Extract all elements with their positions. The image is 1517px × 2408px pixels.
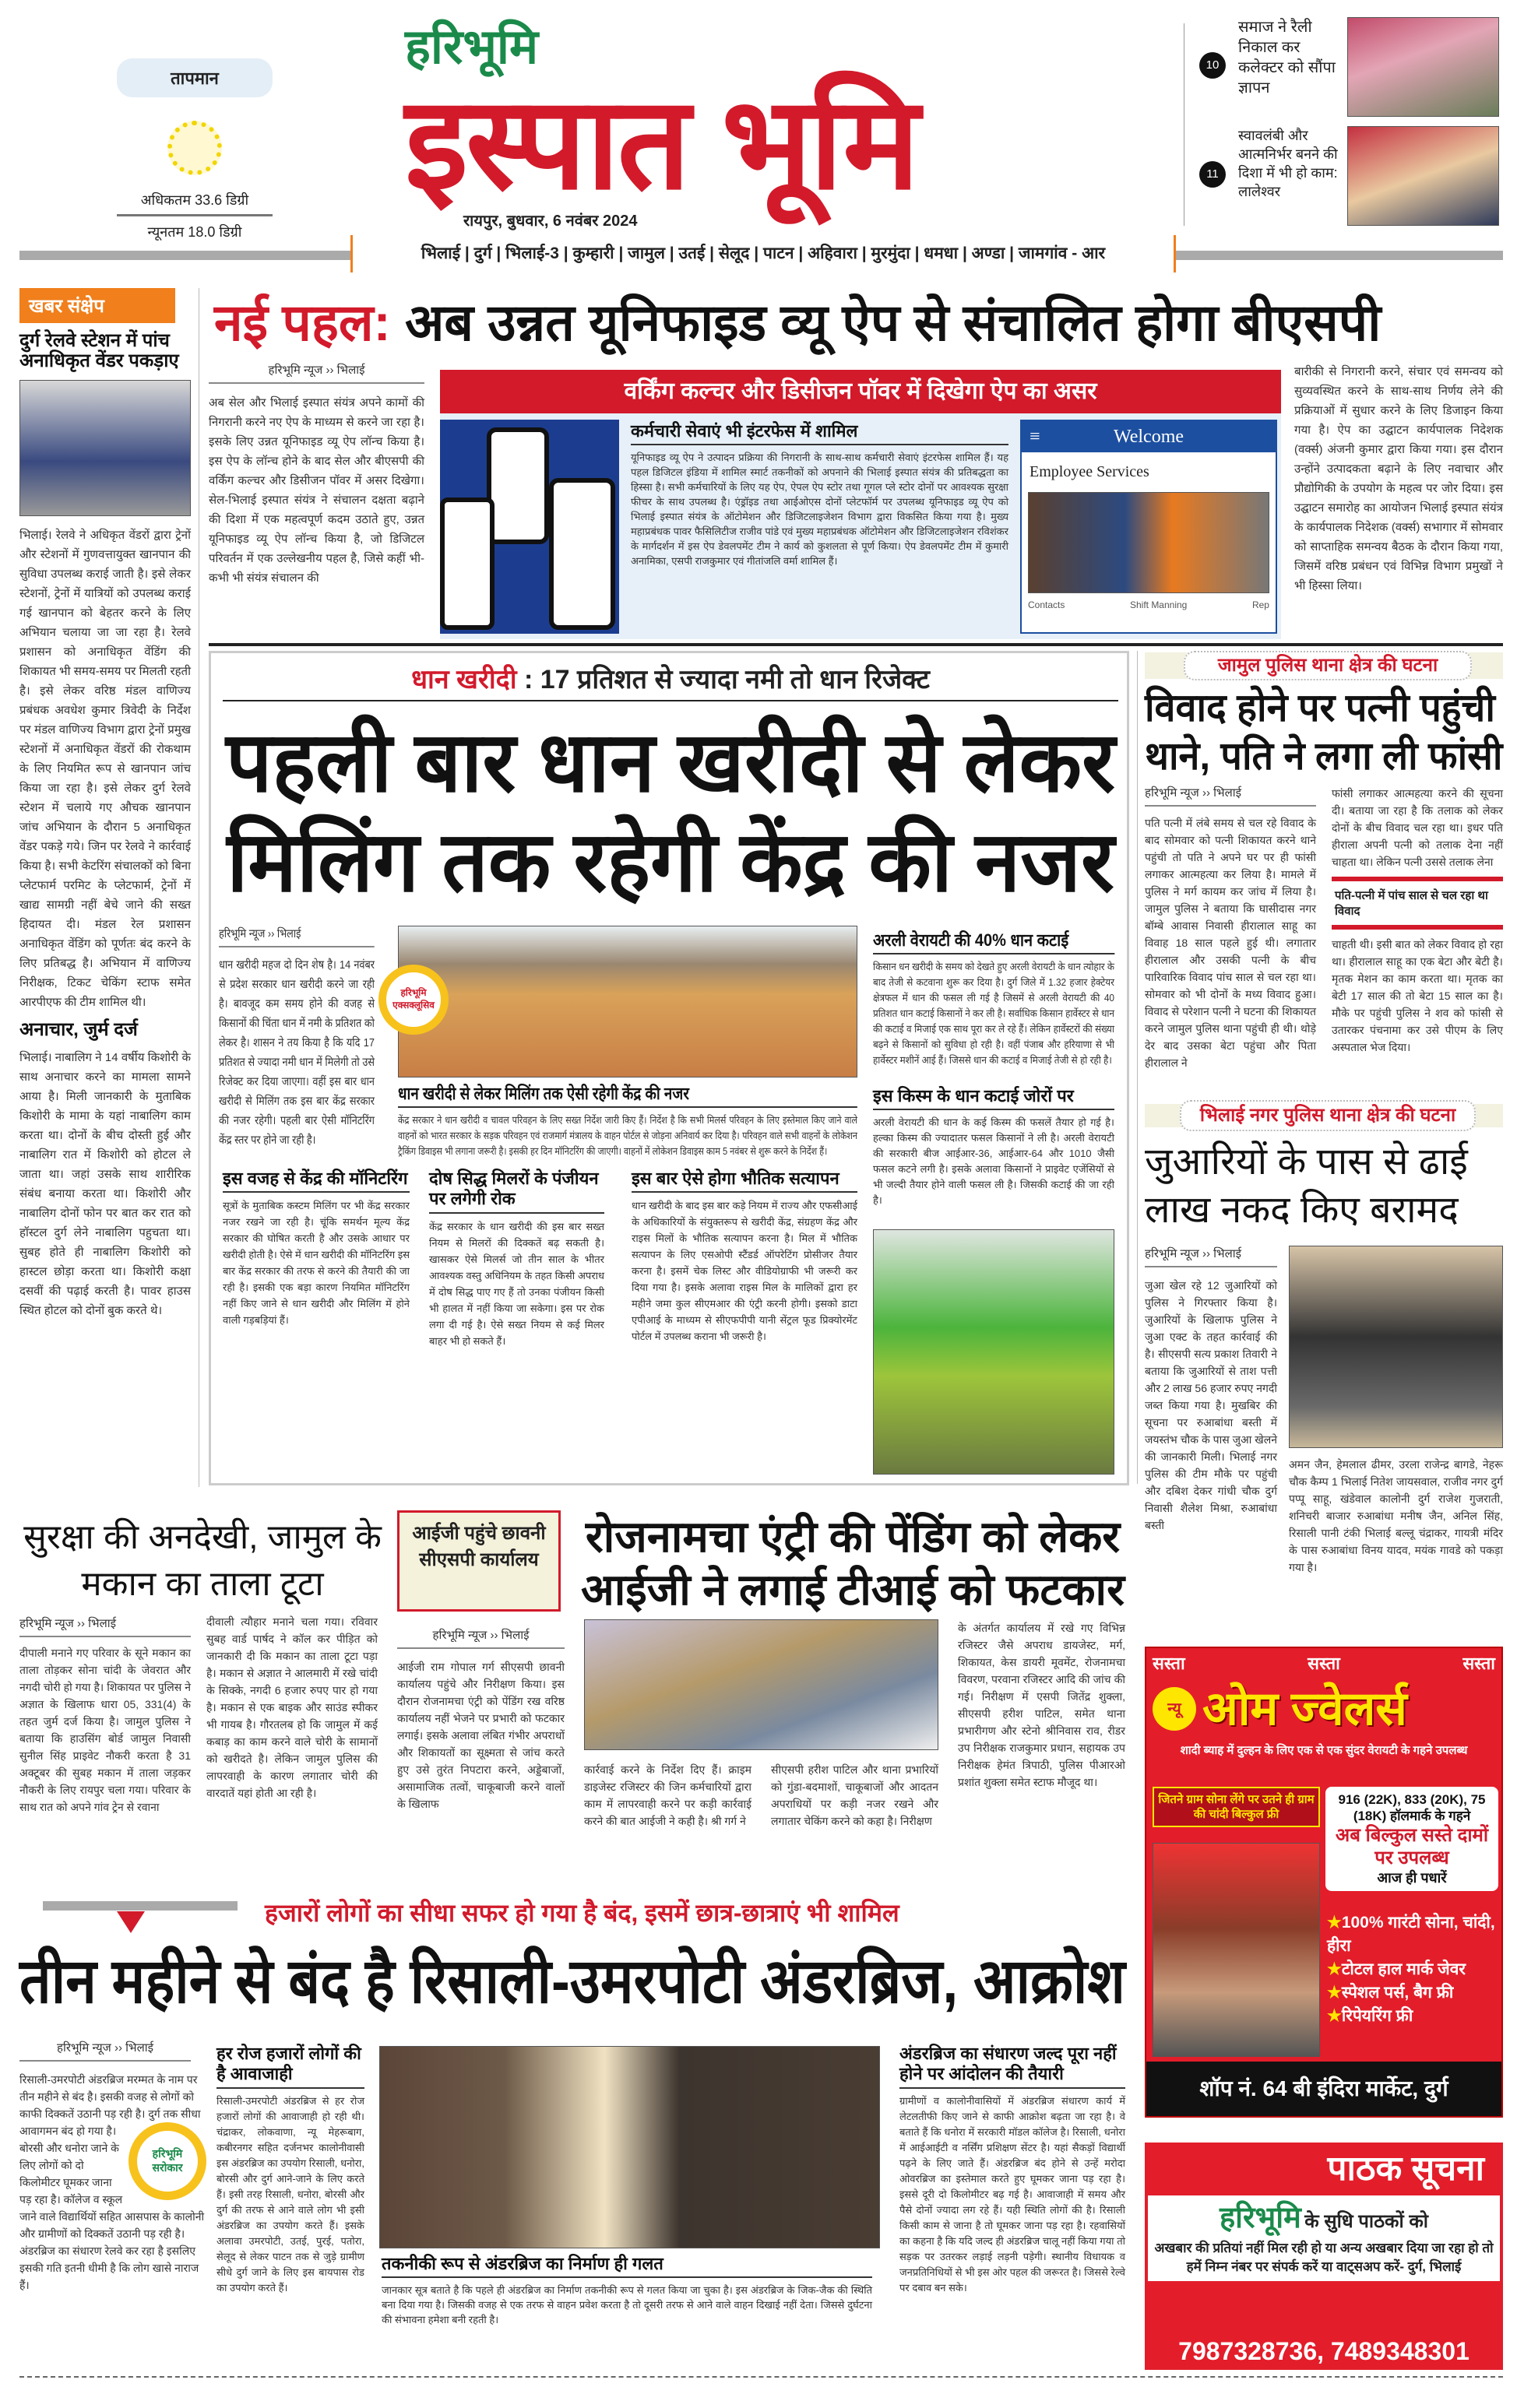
underbridge-sub-1-body: रिसाली-उमरपोटी अंडरब्रिज से हर रोज हजारों लोगों की आवाजाही हो रही थी। चंद्राकर, लोकवाणा, न्यू मेहरूबाग, कबीरनगर सहित दर्जनभर कालोनीवासी इस अंडरब्रिज का उपयोग रिसाली, धनोरा, बोरसी और दुर्ग आने-जाने के लिए करते हैं। इसी तरह रिसाली, धनोरा, बोरसी और दुर्ग की तरफ से आने वाले लोग भी इसी अंडरब्रिज का उपयोग करते हैं। इसके अलावा उमरपोटी, उतई, पुरई, पतोरा, सेलूद से लेकर पाटन तक से जुड़े ग्रामीण सीधे दुर्ग जाने के लिए इस बायपास रोड का उपयोग करते हैं।	[216, 2094, 364, 2294]
jamul-kicker: जामुल पुलिस थाना क्षेत्र की घटना	[1184, 651, 1472, 680]
byline: हरिभूमि न्यूज ›› भिलाई	[19, 1615, 191, 1637]
paddy-sub-5-block	[429, 1169, 604, 1349]
lead-body: अब सेल और भिलाई इस्पात संयंत्र अपने कामों की निगरानी करने नए ऐप के माध्यम से करने जा रहा है। इसके लिए उन्नत यूनिफाइड व्यू ऐप लॉन्च किया है। इस ऐप के लॉन्च होने के बाद सेल और बीएसपी की वर्किंग कल्चर और डिसीजन पॉवर में असर दिखेगा। सेल-भिलाई इस्पात संयंत्र ने संचालन दक्षता बढ़ाने की दिशा में एक महत्वपूर्ण कदम उठाते हुए, उन्नत यूनिफाइड व्यू ऐप लॉन्च किया है, जो डिजिटल परिवर्तन में एक उल्लेखनीय पहल है, जिसे कहीं भी-कभी भी संयंत्र संचालन की	[209, 396, 424, 585]
jamul-body: पति पत्नी में लंबे समय से चल रहे विवाद के बाद सोमवार को पत्नी शिकायत करने थाने पहुंची तो पति ने अपने घर पर ही फांसी लगाकर आत्महत्या कर लिया है। मामले में पुलिस ने मर्ग कायम कर जांच में लिया है। जामुल पुलिस ने बताया कि घासीदास नगर बॉम्बे आवास निवासी हीरालाल साहू का विवाह 18 साल पहले हुई थी। लगातार हीरालाल और उसकी पत्नी के बीच पारिवारिक विवाद पांच साल से चल रहा था। सोमवार को भी दोनों के मध्य विवाद हुआ। विवाद से परेशान पत्नी ने घटना की शिकायत करने जामुल पुलिस थाना पहुंची ही थी। थोड़े देर बाद उसका बेटा पहुंचा और पिता हीरालाल ने	[1145, 817, 1316, 1069]
paddy-sub-1-block	[398, 1084, 857, 1159]
gamblers-kicker: भिलाई नगर पुलिस थाना क्षेत्र की घटना	[1180, 1100, 1476, 1131]
box-body: यूनिफाइड व्यू ऐप ने उत्पादन प्रक्रिया की निगरानी के साथ-साथ कर्मचारी सेवाएं इंटरफेस शामिल हैं। यह पहल डिजिटल इंडिया में शामिल स्मार्ट तकनीकों को अपनाने की भिलाई इस्पात संयंत्र की प्रतिबद्धता का हिस्सा है। सभी कर्मचारियों के लिए यह ऐप, ऐपल ऐप स्टोर तथा गूगल प्ले स्टोर दोनों पर आवश्यक सुरक्षा फीचर के साथ उपलब्ध है। एंड्रॉइड तथा आईओएस दोनों प्लेटफॉर्म पर उपलब्ध यूनिफाइड व्यू ऐप को भिलाई इस्पात संयंत्र के ऑटोमेशन और डिजिटलाइजेशन विभाग द्वारा विकसित किया गया है। मुख्य महाप्रबंधक पावर फैसिलिटीज राजीव पांडे एवं मुख्य महाप्रबंधक ऑटोमेशन और डिजिटलाइजेशन रविशंकर के मार्गदर्शन में इस ऐप डेवलपमेंट टीम ने कार्य को कुशलता से पूर्ण किया। ऐप डेवलपमेंट टीम में कुमारी अनामिका, एसपी राजकुमार एवं गीतांजलि वर्मा शामिल हैं।	[631, 452, 1008, 568]
underbridge-sub-1: हर रोज हजारों लोगों की है आवाजाही	[216, 2044, 364, 2089]
teaser-2[interactable]	[1199, 126, 1503, 231]
byline: हरिभूमि न्यूज ›› भिलाई	[397, 1627, 565, 1649]
brand-logo: हरिभूमि	[405, 20, 539, 74]
app-header	[1022, 421, 1276, 452]
ig-body-4: के अंतर्गत कार्यालय में रखे गए विभिन्न रजिस्टर जैसे अपराध डायजेस्ट, मर्ग, शिकायत, केस डायरी मूवमेंट, रोजनामचा विवरण, परवाना रजिस्टर आदि की जांच की गई। निरीक्षण में एसपी जितेंद्र शुक्ला, सीएसपी हरीश पाटिल, समेत थाना प्रभारीगण और स्टेनो श्रीनिवास राव, रीडर उप निरीक्षक राजकुमार प्रधान, सहायक उप निरीक्षक हेमंत त्रिपाठी, पुलिस पीआरओ प्रशांत शुक्ला समेत स्टाफ मौजूद था।	[958, 1622, 1125, 1788]
paddy-sub-2-body: किसान धन खरीदी के समय को देखते हुए अरली वेरायटी के धान त्योहार के बाद तेजी से कटवाना शुरू कर दिया है। दुर्ग जिले में 1.32 हजार हेक्टेयर क्षेत्रफल में धान की फसल ली गई है जिसमें से अरली वेरायटी की 40 प्रतिशत धान कटाई किसानों ने कर ली है। सर्वाधिक किसान हार्वेस्टर से धान की कटाई व मिजाई एक साथ पूरा कर ले रहे हैं। लेकिन हार्वेस्टरों की संख्या बढ़ने से किसानों को सुविधा हो रही है। वहीं पंजाब और हरियाणा से भी हार्वेस्टर मशीनें आई हैं। जिससे धान की कटाई व मिजाई तेजी से हो रही है।	[873, 961, 1114, 1067]
paddy-sub-4: इस वजह से केंद्र की मॉनिटरिंग	[223, 1169, 410, 1193]
page-number-badge: 11	[1199, 161, 1226, 188]
underbridge-sub-2-block	[382, 2254, 872, 2327]
notice-brand: हरिभूमि	[1219, 2202, 1301, 2234]
kicker-text: : 17 प्रतिशत से ज्यादा नमी तो धान रिजेक्ट	[523, 665, 930, 694]
underbridge-photo	[379, 2046, 880, 2248]
pull-quote: पति-पत्नी में पांच साल से चल रहा था विवाद	[1332, 877, 1503, 930]
jamul-left-column	[1145, 785, 1316, 1071]
notice-title: पाठक सूचना	[1327, 2150, 1484, 2188]
ig-body-3: सीएसपी हरीश पाटिल और थाना प्रभारियों को गुंडा-बदमाशों, चाकूबाजों और आदतन अपराधियों पर कड़ी नजर रखने और लगातार चेकिंग करने को कहा है। निरीक्षण	[771, 1763, 938, 1827]
jamul-right-column	[1332, 785, 1503, 1056]
gamblers-photo	[1289, 1246, 1503, 1448]
paddy-sub-3: इस किस्म के धान कटाई जोरों पर	[873, 1086, 1114, 1110]
ad-point: ★टोटल हाल मार्क जेवर	[1327, 1960, 1466, 1978]
notice-white-box	[1148, 2195, 1500, 2281]
paddy-sub-4-block	[223, 1169, 410, 1328]
teaser-text: समाज ने रैली निकाल कर कलेक्टर को सौंपा ज्ञापन	[1238, 19, 1336, 97]
ad-tagline: शादी ब्याह में दुल्हन के लिए एक से एक सुंदर वेरायटी के गहने उपलब्ध	[1180, 1744, 1468, 1757]
page-number-badge: 10	[1199, 52, 1226, 79]
notice-line2: अखबार की प्रतियां नहीं मिल रही हो या अन्य अखबार दिया जा रहा हो तो हमें निम्न नंबर पर संपर्क करें या वाट्सअप करें- दुर्ग, भिलाई	[1154, 2241, 1494, 2274]
ad-points	[1327, 1911, 1498, 2028]
ig-box: आईजी पहुंचे छावनी सीएसपी कार्यालय	[397, 1510, 561, 1612]
weather-box	[117, 58, 273, 240]
exclusive-logo: हरिभूमि एक्सक्लूसिव	[378, 965, 449, 1035]
underbridge-sub-1-block	[216, 2044, 364, 2296]
tab-rep[interactable]: Rep	[1251, 599, 1269, 610]
om-jewellers-ad[interactable]	[1145, 1647, 1503, 2118]
sarokar-logo: हरिभूमि सरोकार	[128, 2122, 206, 2200]
paddy-sub-3-block	[873, 1086, 1114, 1208]
theft-headline: सुरक्षा की अनदेखी, जामुल के मकान का ताला टूटा	[23, 1518, 382, 1603]
services-photo	[1028, 492, 1269, 593]
ad-visit: आज ही पधारें	[1377, 1870, 1447, 1886]
ad-point: ★स्पेशल पर्स, बैग फ्री	[1327, 1984, 1454, 2002]
theft-body-2: दीवाली त्यौहार मनाने चला गया। रविवार सुबह वार्ड पार्षद ने कॉल कर पीड़ित को जानकारी दी कि मकान का ताला टूटा पड़ा है। मकान से अज्ञात ने आलमारी में रखे चांदी के सिक्के, नगदी 6 हजार रुपए पार हो गया है। मकान से एक बाइक और साउंड स्पीकर भी गायब है। गौरतलब हो कि जामुल में कई कबाड़ का काम करने वाले चोरी के सामानों को खरीदते है। लेकिन जामुल पुलिस की लापरवाही के कारण लगातार चोरी की वारदातें यहां होती आ रही है।	[206, 1615, 378, 1799]
lead-banner: वर्किंग कल्चर और डिसीजन पॉवर में दिखेगा ऐप का असर	[440, 370, 1281, 413]
ad-offer: जितने ग्राम सोना लेंगे पर उतने ही ग्राम की चांदी बिल्कुल फ्री	[1153, 1787, 1320, 1827]
reader-notice[interactable]	[1145, 2143, 1503, 2370]
ad-cheap: अब बिल्कुल सस्ते दामों पर उपलब्ध	[1335, 1825, 1489, 1868]
paddy-sub-6: इस बार ऐसे होगा भौतिक सत्यापन	[632, 1169, 857, 1193]
masthead-title: इस्पात भूमि	[405, 72, 917, 215]
byline: हरिभूमि न्यूज ›› भिलाई	[219, 926, 375, 947]
showroom-photo	[1153, 1843, 1320, 2057]
paddy-headline: पहली बार धान खरीदी से लेकर मिलिंग तक रहेगी केंद्र की नजर	[226, 715, 1115, 909]
brief-column	[19, 288, 191, 1320]
box-title: कर्मचारी सेवाएं भी इंटरफेस में शामिल	[631, 421, 1008, 445]
underbridge-sub-2-body: जानकार सूत्र बताते है कि पहले ही अंडरब्रिज का निर्माण तकनीकी रूप से गलत किया जा चुका है। इस अंडरब्रिज के जिक-जैक की स्थिति बना दिया गया है। जिसकी वजह से एक तरफ से वाहन प्रवेश करता है तो दूसरी तरफ से आने वाले वाहन दिखाई नहीं देता। जिससे दुर्घटना की संभावना हमेशा बनी रहती है।	[382, 2284, 872, 2326]
lead-body-right: बारीकी से निगरानी करने, संचार एवं समन्वय को सुव्यवस्थित करने के साथ-साथ निर्णय लेने की प्रक्रियाओं में सुधार करने के लिए डिजाइन किया गया है। ऐप का उद्घाटन कार्यपालक निदेशक (वर्क्स) अंजनी कुमार द्वारा किया गया। इस दौरान उन्होंने उत्पादकता बढ़ाने के लिए नवाचार और प्रौद्योगिकी के उपयोग के महत्व पर जोर दिया। इस उद्घाटन समारोह का आयोजन भिलाई इस्पात संयंत्र के कार्यपालक निदेशक (वर्क्स) सभागार में सोमवार को साप्ताहिक समन्वय बैठक के दौरान किया गया, जिसमें वरिष्ठ प्रबंधन एवं विभिन्न विभाग प्रमुखों ने भी हिस्सा लिया।	[1294, 365, 1503, 592]
paddy-sub-6-block	[632, 1169, 857, 1345]
underbridge-headline: तीन महीने से बंद है रिसाली-उमरपोटी अंडरब्रिज, आक्रोश	[19, 1946, 1125, 2016]
paddy-sub-1: धान खरीदी से लेकर मिलिंग तक ऐसी रहेगी केंद्र की नजर	[398, 1084, 857, 1108]
byline: हरिभूमि न्यूज ›› भिलाई	[19, 2040, 191, 2062]
app-info-box	[440, 413, 1281, 639]
notice-phones: 7987328736, 7489348301	[1178, 2337, 1469, 2365]
paddy-left-column	[219, 926, 375, 1150]
gamblers-body: जुआ खेल रहे 12 जुआरियों को पुलिस ने गिरफ्तार किया है। जुआरियों के खिलाफ पुलिस ने जुआ एक्ट के तहत कार्रवाई की है। सीएसपी सत्य प्रकाश तिवारी ने बताया कि जुआरियों से ताश पत्ती और 2 लाख 56 हजार रुपए नगदी जब्त किया गया है। मुखबिर की सूचना पर रुआबांधा बस्ती में जयस्तंभ चौक के पास जुआ खेलने की जानकारी मिली। भिलाई नगर पुलिस की टीम मौके पर पहुंची और दबिश देकर गांधी चौक दुर्ग निवासी शैलेश मिश्रा, रुआबांधा बस्ती	[1145, 1279, 1277, 1531]
box-text	[631, 421, 1008, 568]
paddy-kicker	[223, 663, 1118, 701]
byline: हरिभूमि न्यूज ›› भिलाई	[1145, 1246, 1277, 1267]
paddy-story	[209, 651, 1129, 1485]
lead-left-column	[209, 362, 424, 588]
gamblers-body-2: अमन जैन, हेमलाल ढीमर, उरला राजेन्द्र बागडे, नेहरू चौक कैम्प 1 भिलाई नितेश जायसवाल, राजीव नगर दुर्ग पप्पू साहू, खंडेवाल कालोनी दुर्ग राजेश गुजराती, शनिचरी बाजार रुआबांधा मनीष जैन, अनिल सिंह, रिसाली पानी टंकी भिलाई बल्लू चंद्राकर, गायत्री मंदिर के पास रुआबांधा विनय यादव, मयंक गावडे को पकड़ा गया है।	[1289, 1458, 1503, 1573]
brief-label: खबर संक्षेप	[19, 288, 175, 323]
ad-tag: सस्ता	[1308, 1654, 1340, 1673]
brief-body-2: भिलाई। नाबालिग ने 14 वर्षीय किशोरी के साथ अनाचार करने का मामला सामने आया है। मिली जानकारी के मुताबिक किशोरी के मामा के यहां नाबालिग काम करता था। दोनों के बीच दोस्ती हुई और नाबालिग रात में किशोरी को होटल ले जाता था। जहां उसके साथ शारीरिक संबंध बनाया करता था। किशोरी और नाबालिग दोनों फोन पर बात कर रात को हॉस्टल दुर्ग लेने नाबालिग पहुचता था। सुबह होते ही नाबालिग किशोरी को हास्टल छोड़ा करता था। किशोरी कक्षा दसवीं की पढ़ाई करती है। पावर हाउस स्थित होटल को दोनों बुक करते थे।	[19, 1051, 191, 1318]
jamul-body-2: फांसी लगाकर आत्महत्या करने की सूचना दी। बताया जा रहा है कि तलाक को लेकर दोनों के बीच विवाद चल रहा था। इधर पति हीराला अपनी पत्नी को तलाक देना नहीं चाहता था। लेकिन पत्नी उससे तलाक लेना	[1332, 787, 1503, 868]
lead-headline	[214, 290, 1503, 355]
gamblers-headline: जुआरियों के पास से ढाई लाख नकद किए बरामद	[1145, 1141, 1468, 1231]
brief-body: भिलाई। रेलवे ने अधिकृत वेंडरों द्वारा ट्रेनों और स्टेशनों में गुणवत्तायुक्त खानपान की सुविधा उपलब्ध कराई जाती है। इसे लेकर स्टेशनों, ट्रेनों में यात्रियों को उपलब्ध कराई गई खानपान को बेहतर करने के लिए अभियान चलाया जा जा रहा है। रेलवे प्रशासन को अनाधिकृत वेंडिंग की शिकायत भी समय-समय पर मिलती रहती है। इसे लेकर वरिष्ठ मंडल वाणिज्य प्रबंधक अवधेश कुमार त्रिवेदी के निर्देश पर मंडल वाणिज्य विभाग द्वारा ट्रेनों प्रमुख स्टेशनों में अनाधिकृत वेंडरों की रोकथाम के लिए नियमित रूप से खानपान जांच किया जा रहा है। इसे लेकर दुर्ग रेलवे स्टेशन में चलाये गए औचक खानपान जांच अभियान के दौरान 5 अनाधिकृत वेंडर पकड़े गये। जिन पर रेलवे ने कार्रवाई किया है। सभी केटरिंग संचालकों को बिना प्लेटफार्म परमिट के प्लेटफार्म, ट्रेनों में खाद्य सामग्री नहीं बेचे जाने की सख्त हिदायत दी। मंडल रेल प्रशासन अनाधिकृत वेंडिंग को पूर्णतः बंद करने के लिए प्रतिबद्ध है। अभियान में वाणिज्य निरीक्षक, टिकट चेकिंग स्टाफ समेत आरपीएफ की टीम शामिल थी।	[19, 528, 191, 1009]
underbridge-sub-3-body: ग्रामीणों व कालोनीवासियों में अंडरब्रिज संधारण कार्य में लेटलतीफी किए जाने से काफी आक्रोश बढ़ता जा रहा है। वे बताते हैं कि धनोरा में सरकारी मॉडल कॉलेज है। रिसाली, धनोरा में आईआईटी व नर्सिंग प्रशिक्षण सेंटर है। यहां सैकड़ों विद्यार्थी पढ़ने के लिए जाते हैं। अंडरब्रिज बंद होने से उन्हें मरोदा ओवरब्रिज का इस्तेमाल करते हुए घूमकर जाना पड़ रहा है। इससे दूरी दो किलोमीटर बढ़ गई है। आवाजाही में समय और पैसे दोनों ज्यादा लग रहे हैं। यही स्थिति लोगों की है। रिसाली किसी काम से जाना है तो घूमकर जाना पड़ रहा है। रहवासियों का कहना है कि यदि जल्द ही अंडरब्रिज चालू नहीं किया गया तो सड़क पर उतरकर लड़ाई लड़नी पड़ेगी। स्थानीय विधायक व जनप्रतिनिधियों से भी इस ओर पहल की जरूरत है। जिससे रेल्वे पर दबाव बन सके।	[899, 2094, 1125, 2294]
paddy-sub-1-body: केंद्र सरकार ने धान खरीदी व चावल परिवहन के लिए सख्त निर्देश जारी किए हैं। निर्देश है कि सभी मिलर्स परिवहन के लिए इस्तेमाल किए जाने वाले वाहनों को भारत सरकार के सड़क परिवहन एवं राजमार्ग मंत्रालय के वाहन पोर्टल से जोड़ना अनिवार्य कर दिया है। परिवहन वाले सभी वाहनों के लोकेशन ट्रैकिंग डिवाइस भी लगाना जरूरी है। इसकी हर दिन मॉनिटरिंग की जाएगी। वाहनों में लोकेशन डिवाइस काम 5 नवंबर से शुरू करने के निर्देश हैं।	[398, 1114, 857, 1158]
tab-contacts[interactable]: Contacts	[1028, 599, 1065, 610]
ad-purity: 916 (22K), 833 (20K), 75 (18K) हॉलमार्क के गहने	[1338, 1792, 1486, 1823]
max-temp: अधिकतम 33.6 डिग्री	[117, 191, 273, 216]
paddy-photo	[398, 926, 857, 1077]
phone-screenshots	[440, 420, 619, 634]
underbridge-sub-3-block	[899, 2044, 1125, 2296]
paddy-body: धान खरीदी महज दो दिन शेष है। 14 नवंबर से प्रदेश सरकार धान खरीदी करने जा रही है। बावजूद कम समय होने की वजह से किसानों की चिंता धान में नमी के प्रतिशत को लेकर है। शासन ने तय किया है कि यदि 17 प्रतिशत से ज्यादा नमी धान में मिलेगी तो उसे रिजेक्ट कर दिया जाएगा। वहीं इस बार धान खरीदी से मिलिंग तक इस बार केंद्र सरकार की नजर रहेगी। पहली बार ऐसी मॉनिटरिंग केंद्र स्तर पर होने जा रही है।	[219, 958, 375, 1147]
city-strip: भिलाई | दुर्ग | भिलाई-3 | कुम्हारी | जामुल | उतई | सेलूद | पाटन | अहिवारा | मुरमुंदा | धमधा | अण्डा | जामगांव - आर	[421, 244, 1106, 262]
services-title: Employee Services	[1030, 463, 1149, 480]
lead-title: अब उन्नत यूनिफाइड व्यू ऐप से संचालित होगा बीएसपी	[404, 294, 1381, 351]
ad-point: ★100% गारंटी सोना, चांदी, हीरा	[1327, 1914, 1495, 1955]
ad-price-box	[1325, 1787, 1498, 1891]
phone-mockup	[549, 478, 615, 630]
menu-icon[interactable]: ≡	[1030, 427, 1040, 447]
paddy-sub-3-body: अरली वेरायटी की धान के कई किस्म की फसलें तैयार हो गई है। हल्का किस्म की ज्यादातर फसल किसानों ने ली है। अरली वेरायटी की सरकारी बीज आईआर-36, आईआर-64 और 1010 जैसी फसल कटने लगी है। इसके अलावा किसानों ने प्राइवेट एजेंसियों से भी जल्दी तैयार होने वाली फसल ली है। जिसकी कटाई की जा रही है।	[873, 1116, 1114, 1207]
jamul-headline: विवाद होने पर पत्नी पहुंची थाने, पति ने लगा ली फांसी	[1145, 686, 1503, 778]
underbridge-left-column	[19, 2071, 206, 2294]
notice-line1: के सुधि पाठकों को	[1304, 2211, 1429, 2232]
ig-body-2: कार्रवाई करने के निर्देश दिए हैं। क्राइम डाइजेस्ट रजिस्टर की जिन कर्मचारियों द्वारा काम में लापरवाही करने पर कड़ी कार्रवाई करने की बात आईजी ने कही है। श्री गर्ग ने	[584, 1763, 751, 1827]
brief-headline: दुर्ग रेलवे स्टेशन में पांच अनाधिकृत वेंडर पकड़ाए	[19, 330, 179, 372]
ad-shop-address: शॉप नं. 64 बी इंदिरा मार्केट, दुर्ग	[1199, 2076, 1448, 2100]
underbridge-kicker: हजारों लोगों का सीधा सफर हो गया है बंद, इसमें छात्र-छात्राएं भी शामिल	[265, 1899, 899, 1927]
byline: हरिभूमि न्यूज ›› भिलाई	[209, 362, 424, 384]
ig-body: आईजी राम गोपाल गर्ग सीएसपी छावनी कार्यालय पहुंचे और निरीक्षण किया। इस दौरान रोजनामचा एंट्री को पेंडिंग रख वरिष्ठ कार्यालय नहीं भेजने पर प्रभारी को फटकार लगाई। इसके अलावा लंबित गंभीर अपराधों और शिकायतों का सूक्ष्मता से जांच करते हुए उसे तुरंत निपटारा करने, अड्डेबाजों, असामाजिक तत्वों, चाकूबाजी करने वालों के खिलाफ	[397, 1661, 565, 1810]
phone-mockup	[487, 427, 549, 544]
ig-photo	[584, 1619, 938, 1750]
underbridge-sub-2: तकनीकी रूप से अंडरब्रिज का निर्माण ही गलत	[382, 2254, 872, 2278]
ad-tag: सस्ता	[1153, 1654, 1185, 1673]
teaser-photo	[1347, 126, 1499, 226]
kicker-red: धान खरीदी	[411, 665, 517, 694]
chevron-down-icon	[117, 1911, 145, 1933]
phone-mockup	[440, 497, 495, 630]
ad-brand: ओम ज्वेलर्स	[1202, 1682, 1407, 1735]
paddy-sub-5: दोष सिद्ध मिलरों के पंजीयन पर लगेगी रोक	[429, 1169, 604, 1214]
paddy-sub-2: अरली वेरायटी की 40% धान कटाई	[873, 930, 1114, 954]
jamul-body-3: चाहती थी। इसी बात को लेकर विवाद हो रहा था। हीरालाल साहू का एक बेटा और बेटी है। मृतक मेशन का काम करता था। मृतक का बेटी 17 साल की तो बेटा 15 साल का है। मौके पर पहुंची पुलिस ने शव को फांसी से उतारकर पंचनामा कर उसे पीएम के लिए अस्पताल भेज दिया।	[1332, 938, 1503, 1053]
brief-headline-2: अनाचार, जुर्म दर्ज	[19, 1018, 138, 1040]
sun-icon	[167, 121, 222, 175]
harvester-photo	[873, 1229, 1114, 1475]
ad-tag: सस्ता	[1462, 1654, 1495, 1673]
new-badge: न्यू	[1153, 1687, 1196, 1731]
underbridge-sub-3: अंडरब्रिज का संधारण जल्द पूरा नहीं होने पर आंदोलन की तैयारी	[899, 2044, 1125, 2089]
brief-photo	[19, 380, 191, 516]
byline: हरिभूमि न्यूज ›› भिलाई	[1145, 785, 1316, 807]
dateline: रायपुर, बुधवार, 6 नवंबर 2024	[463, 213, 638, 230]
teaser-text: स्वावलंबी और आत्मनिर्भर बनने की दिशा में भी हो काम: लालेश्वर	[1238, 128, 1338, 199]
welcome-text: Welcome	[1113, 427, 1184, 447]
ig-headline: रोजनामचा एंट्री की पेंडिंग को लेकर आईजी ने लगाई टीआई को फटकार	[581, 1512, 1125, 1614]
weather-label: तापमान	[117, 58, 273, 97]
ad-point: ★रिपेयरिंग फ्री	[1327, 2007, 1413, 2025]
paddy-sub-6-body: धान खरीदी के बाद इस बार कड़े नियम में राज्य और एफसीआई के अधिकारियों के संयुक्तरूप से खरीदी केंद्र, संग्रहण केंद्र और राइस मिलों के भौतिक सत्यापन करना है। मिल में भौतिक सत्यापन के लिए एसओपी स्टैंडर्ड ऑपरेटिंग प्रोसीजर तैयार करना है। इसमें चेक लिस्ट और वीडियोग्राफी भी जरूरी कर दिया गया है। इसके अलावा राइस मिल के मालिकों द्वारा हर महीने जमा कुल सीएमआर की एंट्री करनी होगी। इसको डाटा एपीआई के माध्यम से सीएफपीपी यानी सेंट्रल फूड प्रिक्योरमेंट पोर्टल में उपलब्ध कराना भी जरूरी है।	[632, 1200, 857, 1343]
app-screen	[1020, 420, 1277, 634]
min-temp: न्यूनतम 18.0 डिग्री	[147, 224, 242, 240]
teaser-photo	[1347, 17, 1499, 117]
paddy-sub-2-block	[873, 930, 1114, 1068]
teaser-1[interactable]	[1199, 17, 1503, 122]
underbridge-body: रिसाली-उमरपोटी अंडरब्रिज मरम्मत के नाम पर तीन महीने से बंद है। इसकी वजह से लोगों को काफी दिक्कतें उठानी पड़ रही है। दुर्ग तक सीधा आवागमन बंद हो गया है। बोरसी और धनोरा जाने के लिए लोगों को दो किलोमीटर घूमकर जाना पड़ रहा है। कॉलेज व स्कूल जाने वाले विद्यार्थियों सहित आसपास के कालोनी और ग्रामीणों को दिक्कतें उठानी पड़ रही है। अंडरब्रिज का संधारण रेलवे कर रहा है इसलिए इसकी गति इतनी धीमी है कि लोग खासे नाराज हैं।	[19, 2073, 205, 2291]
lead-kicker: नई पहल:	[214, 294, 391, 351]
tab-shift-manning[interactable]: Shift Manning	[1129, 599, 1188, 610]
paddy-sub-5-body: केंद्र सरकार के धान खरीदी की इस बार सख्त नियम से मिलरों की दिक्कतें बढ़ सकती है। खासकर ऐसे मिलर्स जो तीन साल के भीतर आवश्यक वस्तु अधिनियम के तहत किसी अपराध में दोष सिद्ध पाए गए हैं तो उनका पंजीयन किसी भी हालत में नहीं किया जा सकेगा। इस पर रोक लगा दी गई है। ऐसे सख्त नियम से कई मिलर बाहर भी हो सकते हैं।	[429, 1220, 604, 1347]
paddy-sub-4-body: सूत्रों के मुताबिक कस्टम मिलिंग पर भी केंद्र सरकार नजर रखने जा रही है। चूंकि समर्थन मूल्य केंद्र सरकार की घोषित करती है और उसके आधार पर खरीदी होती है। ऐसे में धान खरीदी की मॉनिटरिंग इस बार केंद्र सरकार की तरफ से करने की तैयारी की जा रही है। इसकी एक बड़ा कारण नियमित मॉनिटरिंग नहीं किए जाने से धान खरीदी और मिलिंग में होने वाली गड़बड़ियां हैं।	[223, 1200, 410, 1327]
theft-body: दीपाली मनाने गए परिवार के सूने मकान का ताला तोड़कर सोना चांदी के जेवरात और नगदी चोरी हो गया है। शिकायत पर पुलिस ने अज्ञात के खिलाफ धारा 05, 331(4) के तहत जुर्म दर्ज किया है। जामुल पुलिस ने बताया कि हाउसिंग बोर्ड जामुल निवासी सुनील सिंह प्राइवेट नौकरी करता है 31 अक्टूबर की सुबह मकान में ताला जड़कर नौकरी के लिए रायपुर चला गया। परिवार के साथ रात को अपने गांव ट्रेन से रवाना	[19, 1647, 191, 1813]
